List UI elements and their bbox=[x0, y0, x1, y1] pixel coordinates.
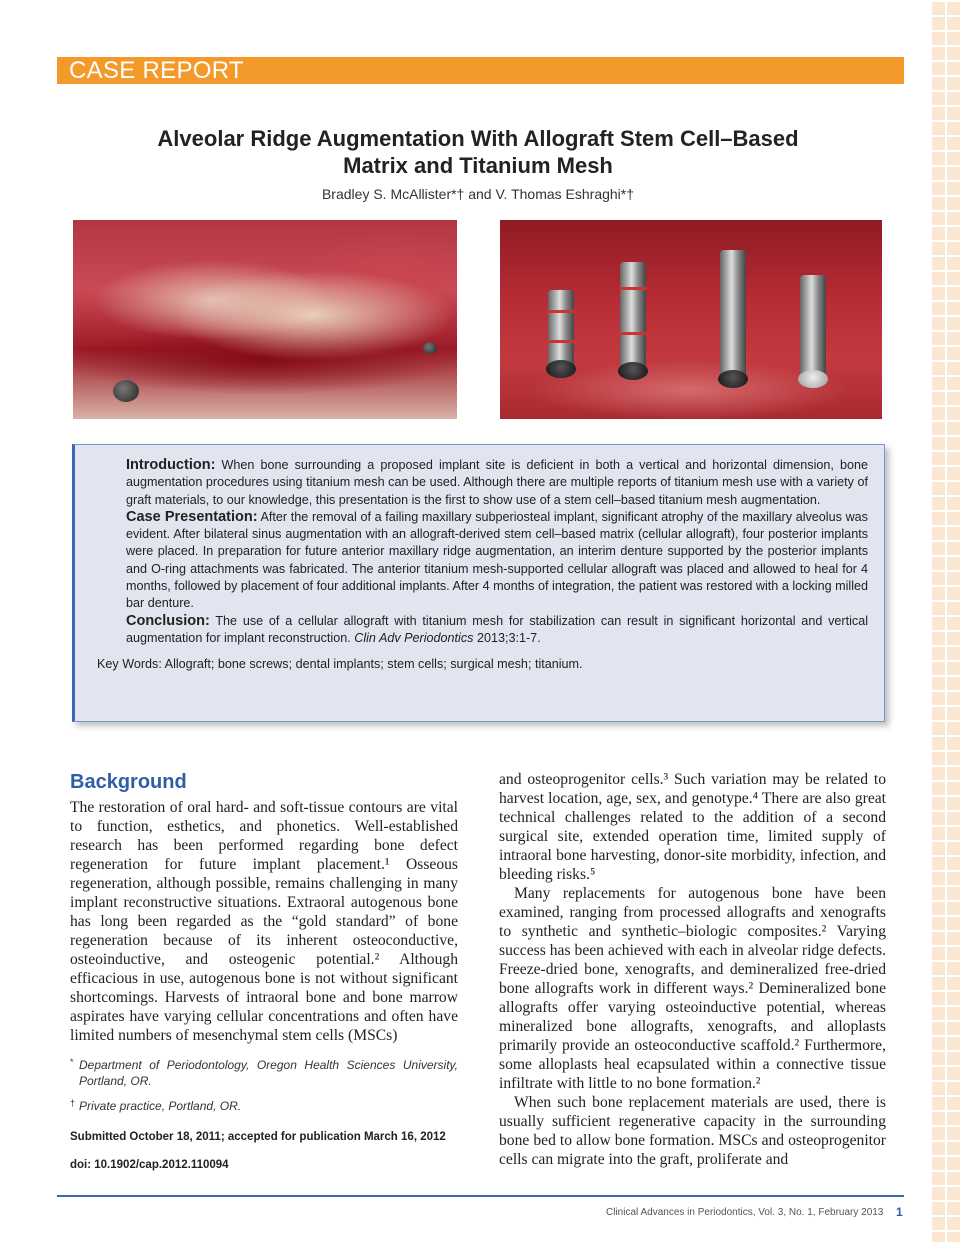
clinical-photo-augmented-ridge bbox=[73, 220, 457, 419]
footnote-text-1: Department of Periodontology, Oregon Health Sciences University, Portland, OR. bbox=[79, 1058, 458, 1088]
footer-journal: Clinical Advances in Periodontics, Vol. 3, No. 1, February 2013 bbox=[606, 1207, 884, 1218]
introduction-heading: Introduction: bbox=[126, 457, 216, 473]
right-column bbox=[499, 770, 886, 1169]
abstract-box bbox=[72, 444, 885, 722]
footnote-mark-1: * bbox=[70, 1057, 74, 1067]
background-paragraph-1: The restoration of oral hard- and soft-tissue contours are vital to function, esthetics, and phonetics. Well-established research has been performed regarding bone defect regeneration for future implant placement.¹ Osseous regeneration, although possible, remains challenging in many implant reconstructive situations. Extraoral autogenous bone has long been regarded as the “gold standard” of bone regeneration because of its inherent osteoconductive, osteoinductive, and osteogenic potential.² Although efficacious in use, autogenous bone is not without significant shortcomings. Harvests of intraoral bone and bone marrow aspirates have varying cellular concentrations and often have limited numbers of mesenchymal stem cells (MSCs) bbox=[70, 799, 458, 1044]
case-report-banner bbox=[57, 57, 904, 84]
implant-2 bbox=[620, 262, 646, 372]
article-authors: Bradley S. McAllister*† and V. Thomas Eshraghi*† bbox=[321, 186, 635, 202]
abstract-introduction bbox=[97, 457, 868, 509]
article-title bbox=[100, 125, 856, 179]
implant-3 bbox=[720, 250, 746, 380]
page-number: 1 bbox=[896, 1205, 903, 1219]
footnote-text-2: Private practice, Portland, OR. bbox=[79, 1099, 242, 1113]
footnote-affiliation-2 bbox=[70, 1098, 458, 1114]
key-words bbox=[97, 656, 868, 673]
submission-dates: Submitted October 18, 2011; accepted for publication March 16, 2012 bbox=[70, 1131, 446, 1143]
case-presentation-text: After the removal of a failing maxillary subperiosteal implant, significant atrophy of the maxillary alveolus was evident. After bilateral sinus augmentation with an allograft-derived stem cell–based matrix (cellular allograft), four posterior implants were placed. In preparation for future anterior maxillary ridge augmentation, an interim denture supported by the posterior implants and O-ring attachments was fabricated. The anterior titanium mesh-supported cellular allograft was placed and allowed to heal for 4 months, followed by placement of four additional implants. After 4 months of integration, the patient was restored with a locking milled bar denture. bbox=[126, 509, 868, 611]
bone-screw-right bbox=[423, 342, 437, 354]
footnote-mark-2: † bbox=[70, 1098, 76, 1108]
title-line-1: Alveolar Ridge Augmentation With Allograft Stem Cell–Based bbox=[157, 126, 799, 151]
clinical-photo-implants bbox=[500, 220, 882, 419]
background-heading: Background bbox=[70, 771, 187, 793]
implant-4 bbox=[800, 275, 826, 380]
conclusion-heading: Conclusion: bbox=[126, 612, 210, 629]
introduction-text: When bone surrounding a proposed implant site is deficient in both a vertical and horizontal dimension, bone augmentation procedures using titanium mesh can be used. Although there are multiple reports of titanium mesh use with a variety of graft materials, to our knowledge, this presentation is the first to show use of a stem cell–based titanium mesh augmentation. bbox=[126, 458, 869, 507]
footnote-affiliation-1 bbox=[70, 1057, 458, 1089]
bone-screw-left bbox=[113, 380, 139, 402]
key-words-text: Allograft; bone screws; dental implants; stem cells; surgical mesh; titanium. bbox=[164, 657, 583, 672]
abstract-conclusion bbox=[97, 613, 868, 648]
background-paragraph-2: and osteoprogenitor cells.³ Such variation may be related to harvest location, age, sex, and genotype.⁴ There are also great technical challenges related to the addition of a second surgical site, extended operation time, limited supply of intraoral bone harvesting, donor-site morbidity, infection, and bleeding risks.⁵ bbox=[499, 771, 886, 883]
left-column bbox=[70, 770, 458, 1045]
banner-label: CASE REPORT bbox=[69, 57, 244, 84]
conclusion-text: The use of a cellular allograft with titanium mesh for stabilization can result in significant horizontal and vertical augmentation for implant reconstruction. bbox=[126, 613, 868, 645]
background-paragraph-3: Many replacements for autogenous bone have been examined, ranging from processed allografts and xenografts to synthetic and synthetic–biologic composites.² Varying success has been achieved with each in alveolar ridge defects. Freeze-dried bone, xenografts, and demineralized free-dried bone allografts work in different ways.² Demineralized bone allografts offer varying osteoinductive potential, whereas mineralized bone allografts, xenografts, and alloplasts primarily provide an osteoconductive scaffold.² Furthermore, some alloplasts heal ecapsulated within a connective tissue infiltrate with little to no bone formation.² bbox=[499, 885, 886, 1092]
key-words-heading: Key Words: bbox=[97, 657, 162, 672]
doi: doi: 10.1902/cap.2012.110094 bbox=[70, 1159, 229, 1171]
case-presentation-heading: Case Presentation: bbox=[126, 508, 258, 525]
background-paragraph-4: When such bone replacement materials are used, there is usually sufficient regenerative capacity in the surrounding bone bed to allow bone formation. MSCs and osteoprogenitor cells can migrate into the graft, proliferate and bbox=[499, 1094, 886, 1168]
title-line-2: Matrix and Titanium Mesh bbox=[343, 153, 613, 178]
implant-1 bbox=[548, 290, 574, 370]
abstract-case-presentation bbox=[97, 509, 868, 613]
decorative-grid-strip bbox=[930, 0, 960, 1242]
citation-journal: Clin Adv Periodontics bbox=[354, 630, 474, 645]
citation-details: 2013;3:1-7. bbox=[476, 630, 541, 645]
footer-divider bbox=[57, 1195, 904, 1197]
